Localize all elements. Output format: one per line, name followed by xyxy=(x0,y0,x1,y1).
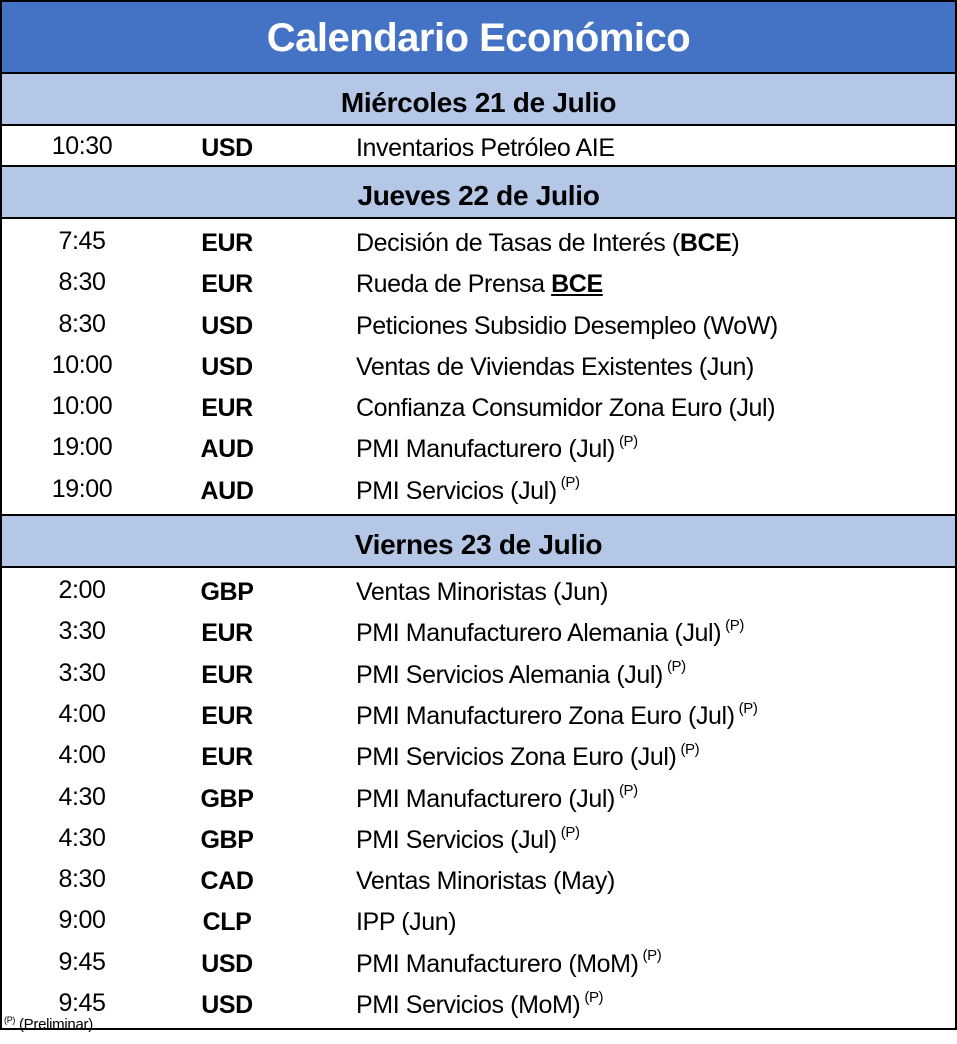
event-row xyxy=(2,859,955,900)
event-name-text: PMI Servicios Alemania (Jul) xyxy=(356,660,663,689)
event-name-text: PMI Manufacturero (MoM) xyxy=(356,949,639,978)
event-time: 9:00 xyxy=(58,906,106,935)
footnote xyxy=(4,1016,93,1033)
event-time: 7:45 xyxy=(58,227,106,255)
event-currency: EUR xyxy=(201,229,253,257)
event-time: 10:00 xyxy=(51,350,113,379)
event-row xyxy=(2,777,955,818)
event-row xyxy=(2,262,955,303)
event-name: IPP (Jun) xyxy=(356,908,457,937)
event-row xyxy=(2,694,955,735)
day-events-wednesday xyxy=(2,126,955,167)
event-currency: EUR xyxy=(201,701,253,730)
preliminary-mark: (P) xyxy=(642,947,662,965)
event-name-text: PMI Servicios (MoM) xyxy=(356,991,581,1020)
event-row xyxy=(2,345,955,386)
preliminary-mark: (P) xyxy=(666,658,686,676)
event-name xyxy=(356,988,604,1020)
event-row xyxy=(2,735,955,776)
preliminary-mark: (P) xyxy=(680,740,700,758)
event-row xyxy=(2,942,955,983)
event-time: 4:30 xyxy=(58,782,106,811)
event-currency: USD xyxy=(201,352,253,381)
event-name-text: PMI Manufacturero Alemania (Jul) xyxy=(356,619,722,648)
event-row xyxy=(2,983,955,1024)
event-currency: AUD xyxy=(200,476,254,505)
event-time: 19:00 xyxy=(51,433,113,462)
event-name-text: PMI Servicios (Jul) xyxy=(356,476,557,505)
event-time: 10:30 xyxy=(51,132,113,160)
event-time: 3:30 xyxy=(58,658,106,687)
event-time: 19:00 xyxy=(51,474,113,503)
event-row xyxy=(2,469,955,510)
day-events-friday xyxy=(2,568,955,1030)
event-name-prefix: Rueda de Prensa xyxy=(356,270,552,299)
preliminary-mark: (P) xyxy=(725,617,744,635)
event-name-bold: BCE xyxy=(679,229,732,257)
event-row xyxy=(2,221,955,262)
event-currency: EUR xyxy=(201,270,253,299)
event-currency: USD xyxy=(201,134,253,162)
day-header-wednesday: Miércoles 21 de Julio xyxy=(2,74,955,126)
preliminary-mark: (P) xyxy=(584,988,604,1006)
event-name xyxy=(356,229,739,258)
event-name xyxy=(356,270,603,299)
event-time: 2:00 xyxy=(58,576,106,605)
event-currency: USD xyxy=(201,949,253,978)
event-currency: USD xyxy=(201,991,253,1020)
event-name: Ventas Minoristas (May) xyxy=(356,867,615,896)
event-name xyxy=(356,823,580,855)
event-name-text: PMI Manufacturero Zona Euro (Jul) xyxy=(356,701,735,730)
event-name-suffix: ) xyxy=(731,229,740,257)
event-currency: CAD xyxy=(200,867,254,896)
preliminary-mark: (P) xyxy=(560,823,580,841)
event-name: Ventas Minoristas (Jun) xyxy=(356,578,609,607)
event-row xyxy=(2,386,955,427)
event-name xyxy=(356,619,744,648)
event-name: Confianza Consumidor Zona Euro (Jul) xyxy=(356,394,776,423)
event-row xyxy=(2,304,955,345)
event-row xyxy=(2,126,955,165)
event-row xyxy=(2,427,955,468)
event-name-prefix: Decisión de Tasas de Interés ( xyxy=(356,229,680,257)
preliminary-mark: (P) xyxy=(560,474,580,492)
event-name xyxy=(356,699,758,731)
day-events-thursday xyxy=(2,219,955,516)
preliminary-mark: (P) xyxy=(618,433,638,451)
event-row xyxy=(2,653,955,694)
event-name xyxy=(356,947,662,979)
event-name-text: PMI Servicios (Jul) xyxy=(356,825,557,854)
event-row xyxy=(2,611,955,652)
event-name-text: PMI Manufacturero (Jul) xyxy=(356,784,615,813)
event-time: 8:30 xyxy=(58,309,106,338)
event-name xyxy=(356,782,638,814)
event-name-underlined: BCE xyxy=(551,270,603,299)
event-currency: EUR xyxy=(201,743,253,772)
event-currency: GBP xyxy=(200,825,254,854)
event-time: 9:45 xyxy=(58,947,106,976)
day-header-thursday: Jueves 22 de Julio xyxy=(2,167,955,219)
event-time: 8:30 xyxy=(58,865,106,894)
preliminary-mark: (P) xyxy=(738,699,758,717)
event-time: 4:00 xyxy=(58,699,106,728)
event-currency: GBP xyxy=(200,578,254,607)
event-time: 4:00 xyxy=(58,741,106,770)
event-time: 10:00 xyxy=(51,392,113,421)
event-name xyxy=(356,658,686,690)
calendar-title: Calendario Económico xyxy=(2,2,955,74)
event-name-text: PMI Servicios Zona Euro (Jul) xyxy=(356,743,677,772)
event-row xyxy=(2,570,955,611)
event-time: 8:30 xyxy=(58,268,106,297)
event-currency: EUR xyxy=(201,619,253,648)
preliminary-mark: (P) xyxy=(618,782,638,800)
event-name xyxy=(356,474,580,506)
event-name-text: PMI Manufacturero (Jul) xyxy=(356,435,615,464)
day-header-friday: Viernes 23 de Julio xyxy=(2,516,955,568)
event-name: Inventarios Petróleo AIE xyxy=(356,134,615,162)
event-currency: EUR xyxy=(201,394,253,423)
event-currency: USD xyxy=(201,311,253,340)
event-row xyxy=(2,900,955,941)
event-currency: GBP xyxy=(200,784,254,813)
event-name: Ventas de Viviendas Existentes (Jun) xyxy=(356,352,754,381)
event-currency: EUR xyxy=(201,660,253,689)
event-time: 3:30 xyxy=(58,617,106,646)
event-name: Peticiones Subsidio Desempleo (WoW) xyxy=(356,311,778,340)
footnote-text: (Preliminar) xyxy=(18,1016,93,1033)
event-row xyxy=(2,818,955,859)
event-currency: AUD xyxy=(200,435,254,464)
event-currency: CLP xyxy=(202,908,252,937)
event-time: 9:45 xyxy=(58,989,106,1018)
event-name xyxy=(356,740,700,772)
event-time: 4:30 xyxy=(58,823,106,852)
footnote-mark: (P) xyxy=(4,1015,16,1025)
event-name xyxy=(356,435,638,464)
